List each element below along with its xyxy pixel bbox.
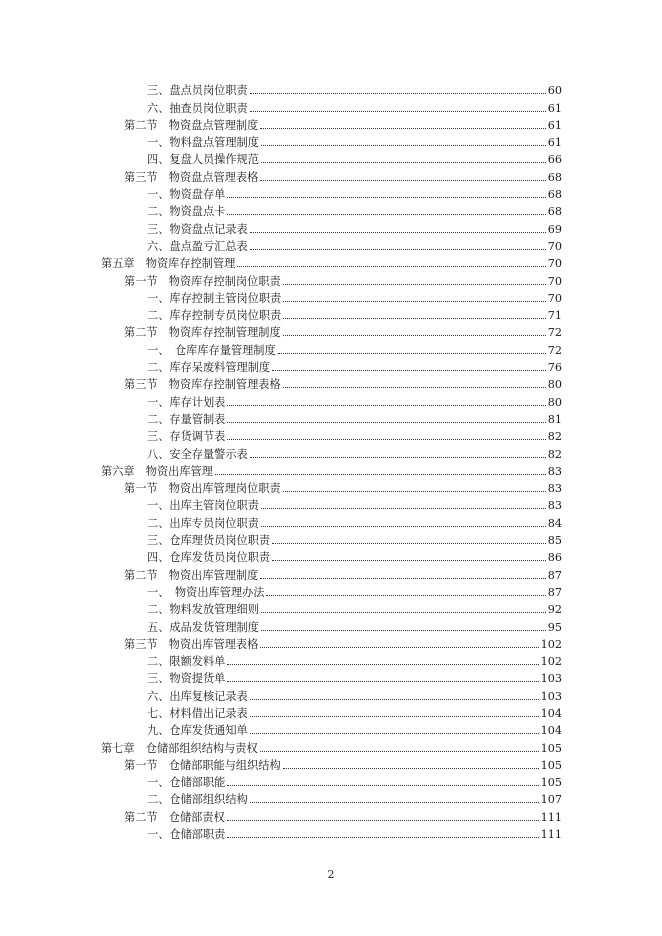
toc-entry-page: 84 <box>547 516 562 530</box>
toc-entry[interactable] <box>0 184 562 201</box>
toc-entry-page: 105 <box>540 741 562 755</box>
toc-entry[interactable] <box>0 806 562 823</box>
toc-entry-label: 第三节 物资库存控制管理表格 <box>124 378 281 392</box>
toc-leader-dots <box>261 161 546 163</box>
toc-entry-label: 二、存量管制表 <box>147 412 226 426</box>
toc-entry-page: 85 <box>547 534 562 548</box>
toc-entry-label: 第一节 物资库存控制岗位职责 <box>124 274 281 288</box>
toc-entry-label: 四、仓库发货员岗位职责 <box>147 551 271 565</box>
toc-entry-label: 六、抽查员岗位职责 <box>147 101 248 115</box>
toc-entry-page: 71 <box>547 309 562 323</box>
toc-entry[interactable] <box>0 461 562 478</box>
toc-leader-dots <box>215 473 546 475</box>
toc-leader-dots <box>250 456 546 458</box>
toc-entry[interactable] <box>0 616 562 633</box>
toc-entry-page: 72 <box>547 343 562 357</box>
toc-entry-page: 105 <box>540 758 562 772</box>
toc-entry-page: 68 <box>547 188 562 202</box>
toc-leader-dots <box>260 179 545 181</box>
toc-entry-label: 第一节 物资出库管理岗位职责 <box>124 482 281 496</box>
toc-entry-page: 82 <box>547 447 562 461</box>
toc-entry-page: 82 <box>547 430 562 444</box>
toc-entry-label: 二、出库专员岗位职责 <box>147 516 259 530</box>
toc-entry-label: 三、仓库理货员岗位职责 <box>147 534 271 548</box>
toc-leader-dots <box>283 490 546 492</box>
page-number: 2 <box>327 868 335 881</box>
toc-entry[interactable] <box>0 288 562 305</box>
toc-entry-label: 一、 物资出库管理办法 <box>147 585 265 599</box>
toc-entry[interactable] <box>0 80 562 97</box>
toc-leader-dots <box>283 317 545 319</box>
toc-entry[interactable] <box>0 426 562 443</box>
toc-entry[interactable] <box>0 253 562 270</box>
toc-entry-label: 一、 仓库库存量管理制度 <box>147 343 276 357</box>
toc-entry[interactable] <box>0 149 562 166</box>
toc-entry-page: 105 <box>540 776 562 790</box>
toc-leader-dots <box>227 836 538 838</box>
toc-entry-label: 第二节 物资库存控制管理制度 <box>124 326 281 340</box>
toc-entry-page: 104 <box>540 724 562 738</box>
toc-entry-page: 61 <box>547 136 562 150</box>
toc-entry-label: 第二节 仓储部责权 <box>124 810 225 824</box>
toc-entry-page: 68 <box>547 170 562 184</box>
toc-entry-label: 七、材料借出记录表 <box>147 706 248 720</box>
toc-entry[interactable] <box>0 564 562 581</box>
toc-leader-dots <box>261 525 546 527</box>
table-of-contents <box>0 80 662 841</box>
toc-entry-label: 五、成品发货管理制度 <box>147 620 259 634</box>
toc-entry-label: 一、物资盘存单 <box>147 188 226 202</box>
toc-entry[interactable] <box>0 651 562 668</box>
toc-entry-label: 二、仓储部组织结构 <box>147 793 248 807</box>
toc-entry-label: 一、出库主管岗位职责 <box>147 499 259 513</box>
toc-leader-dots <box>261 144 546 146</box>
toc-entry[interactable] <box>0 685 562 702</box>
toc-leader-dots <box>260 646 538 648</box>
toc-entry-label: 一、库存计划表 <box>147 395 226 409</box>
toc-leader-dots <box>250 715 539 717</box>
toc-leader-dots <box>261 507 546 509</box>
toc-leader-dots <box>250 110 546 112</box>
toc-entry-label: 一、库存控制主管岗位职责 <box>147 291 282 305</box>
toc-entry-label: 第六章 物资出库管理 <box>101 464 213 478</box>
toc-entry[interactable] <box>0 97 562 114</box>
toc-entry-label: 第二节 物资出库管理制度 <box>124 568 259 582</box>
toc-entry[interactable] <box>0 374 562 391</box>
toc-entry-page: 86 <box>547 551 562 565</box>
toc-entry[interactable] <box>0 547 562 564</box>
toc-entry-page: 111 <box>540 810 562 824</box>
toc-entry-label: 第一节 仓储部职能与组织结构 <box>124 758 281 772</box>
toc-entry[interactable] <box>0 634 562 651</box>
toc-entry-label: 六、盘点盈亏汇总表 <box>147 239 248 253</box>
toc-entry-label: 第三节 物资盘点管理表格 <box>124 170 259 184</box>
toc-entry[interactable] <box>0 357 562 374</box>
toc-entry-label: 一、物料盘点管理制度 <box>147 136 259 150</box>
toc-entry-label: 三、物资提货单 <box>147 672 226 686</box>
toc-entry-page: 87 <box>547 585 562 599</box>
toc-entry[interactable] <box>0 391 562 408</box>
toc-entry[interactable] <box>0 339 562 356</box>
toc-leader-dots <box>250 801 539 803</box>
toc-leader-dots <box>250 698 539 700</box>
toc-entry-page: 70 <box>547 257 562 271</box>
toc-entry-label: 二、物料发放管理细则 <box>147 603 259 617</box>
toc-leader-dots <box>260 577 545 579</box>
toc-leader-dots <box>261 611 546 613</box>
toc-entry[interactable] <box>0 720 562 737</box>
toc-entry[interactable] <box>0 599 562 616</box>
toc-leader-dots <box>237 265 545 267</box>
toc-entry-label: 第二节 物资盘点管理制度 <box>124 118 259 132</box>
toc-entry[interactable] <box>0 443 562 460</box>
toc-entry-page: 81 <box>547 412 562 426</box>
toc-entry-page: 104 <box>540 706 562 720</box>
toc-entry-page: 76 <box>547 361 562 375</box>
toc-entry[interactable] <box>0 322 562 339</box>
toc-entry-page: 95 <box>547 620 562 634</box>
toc-entry-page: 102 <box>540 655 562 669</box>
toc-leader-dots <box>278 352 546 354</box>
toc-entry[interactable] <box>0 512 562 529</box>
toc-leader-dots <box>283 386 546 388</box>
toc-entry-label: 一、仓储部职能 <box>147 776 226 790</box>
toc-entry[interactable] <box>0 789 562 806</box>
toc-entry-page: 72 <box>547 326 562 340</box>
toc-leader-dots <box>227 819 539 821</box>
toc-entry[interactable] <box>0 409 562 426</box>
toc-entry-page: 61 <box>547 118 562 132</box>
toc-entry[interactable] <box>0 236 562 253</box>
toc-leader-dots <box>272 559 546 561</box>
toc-entry[interactable] <box>0 703 562 720</box>
toc-entry[interactable] <box>0 270 562 287</box>
toc-entry-page: 103 <box>540 689 562 703</box>
toc-leader-dots <box>283 283 546 285</box>
toc-leader-dots <box>272 369 546 371</box>
toc-leader-dots <box>250 231 546 233</box>
toc-leader-dots <box>283 767 539 769</box>
toc-entry-page: 60 <box>547 84 562 98</box>
toc-entry-page: 61 <box>547 101 562 115</box>
toc-entry-page: 87 <box>547 568 562 582</box>
toc-entry[interactable] <box>0 582 562 599</box>
toc-entry-page: 68 <box>547 205 562 219</box>
toc-entry-label: 九、仓库发货通知单 <box>147 724 248 738</box>
toc-entry-page: 83 <box>547 482 562 496</box>
toc-leader-dots <box>261 629 546 631</box>
toc-leader-dots <box>266 594 545 596</box>
toc-entry-page: 102 <box>540 637 562 651</box>
toc-entry-label: 第三节 物资出库管理表格 <box>124 637 259 651</box>
toc-entry[interactable] <box>0 668 562 685</box>
toc-leader-dots <box>250 92 546 94</box>
toc-entry-label: 二、库存控制专员岗位职责 <box>147 309 282 323</box>
toc-leader-dots <box>227 404 545 406</box>
toc-entry-page: 80 <box>547 378 562 392</box>
toc-entry-page: 83 <box>547 464 562 478</box>
toc-entry-page: 69 <box>547 222 562 236</box>
toc-entry-label: 四、复盘人员操作规范 <box>147 153 259 167</box>
toc-leader-dots <box>227 663 538 665</box>
toc-entry-page: 80 <box>547 395 562 409</box>
toc-leader-dots <box>227 196 545 198</box>
toc-entry-page: 107 <box>540 793 562 807</box>
toc-leader-dots <box>283 300 545 302</box>
toc-entry-label: 三、盘点员岗位职责 <box>147 84 248 98</box>
toc-leader-dots <box>227 784 538 786</box>
toc-entry[interactable] <box>0 755 562 772</box>
toc-entry[interactable] <box>0 772 562 789</box>
toc-entry[interactable] <box>0 530 562 547</box>
toc-entry-label: 二、限额发料单 <box>147 655 226 669</box>
toc-entry[interactable] <box>0 218 562 235</box>
toc-entry-page: 111 <box>540 828 562 842</box>
toc-entry-page: 70 <box>547 291 562 305</box>
toc-entry-page: 103 <box>540 672 562 686</box>
toc-entry[interactable] <box>0 737 562 754</box>
toc-entry[interactable] <box>0 478 562 495</box>
toc-entry-label: 三、存货调节表 <box>147 430 226 444</box>
toc-entry-page: 92 <box>547 603 562 617</box>
toc-entry-page: 70 <box>547 274 562 288</box>
toc-leader-dots <box>227 680 538 682</box>
toc-entry-label: 二、物资盘点卡 <box>147 205 226 219</box>
toc-leader-dots <box>283 334 546 336</box>
toc-entry-page: 70 <box>547 239 562 253</box>
toc-entry[interactable] <box>0 115 562 132</box>
toc-entry[interactable] <box>0 305 562 322</box>
toc-entry-label: 六、出库复核记录表 <box>147 689 248 703</box>
toc-leader-dots <box>227 421 545 423</box>
toc-leader-dots <box>260 127 545 129</box>
toc-leader-dots <box>272 542 546 544</box>
toc-entry-label: 一、仓储部职责 <box>147 828 226 842</box>
toc-entry[interactable] <box>0 201 562 218</box>
toc-entry-page: 66 <box>547 153 562 167</box>
toc-entry-label: 第五章 物资库存控制管理 <box>101 257 236 271</box>
toc-entry-label: 第七章 仓储部组织结构与责权 <box>101 741 258 755</box>
toc-entry[interactable] <box>0 495 562 512</box>
toc-entry-label: 八、安全存量警示表 <box>147 447 248 461</box>
toc-entry[interactable] <box>0 824 562 841</box>
toc-entry[interactable] <box>0 132 562 149</box>
toc-leader-dots <box>260 750 539 752</box>
toc-leader-dots <box>250 248 546 250</box>
toc-entry[interactable] <box>0 166 562 183</box>
toc-entry-label: 三、物资盘点记录表 <box>147 222 248 236</box>
toc-leader-dots <box>250 732 539 734</box>
toc-entry-page: 83 <box>547 499 562 513</box>
toc-leader-dots <box>227 213 545 215</box>
toc-leader-dots <box>227 438 545 440</box>
toc-entry-label: 二、库存呆废料管理制度 <box>147 361 271 375</box>
